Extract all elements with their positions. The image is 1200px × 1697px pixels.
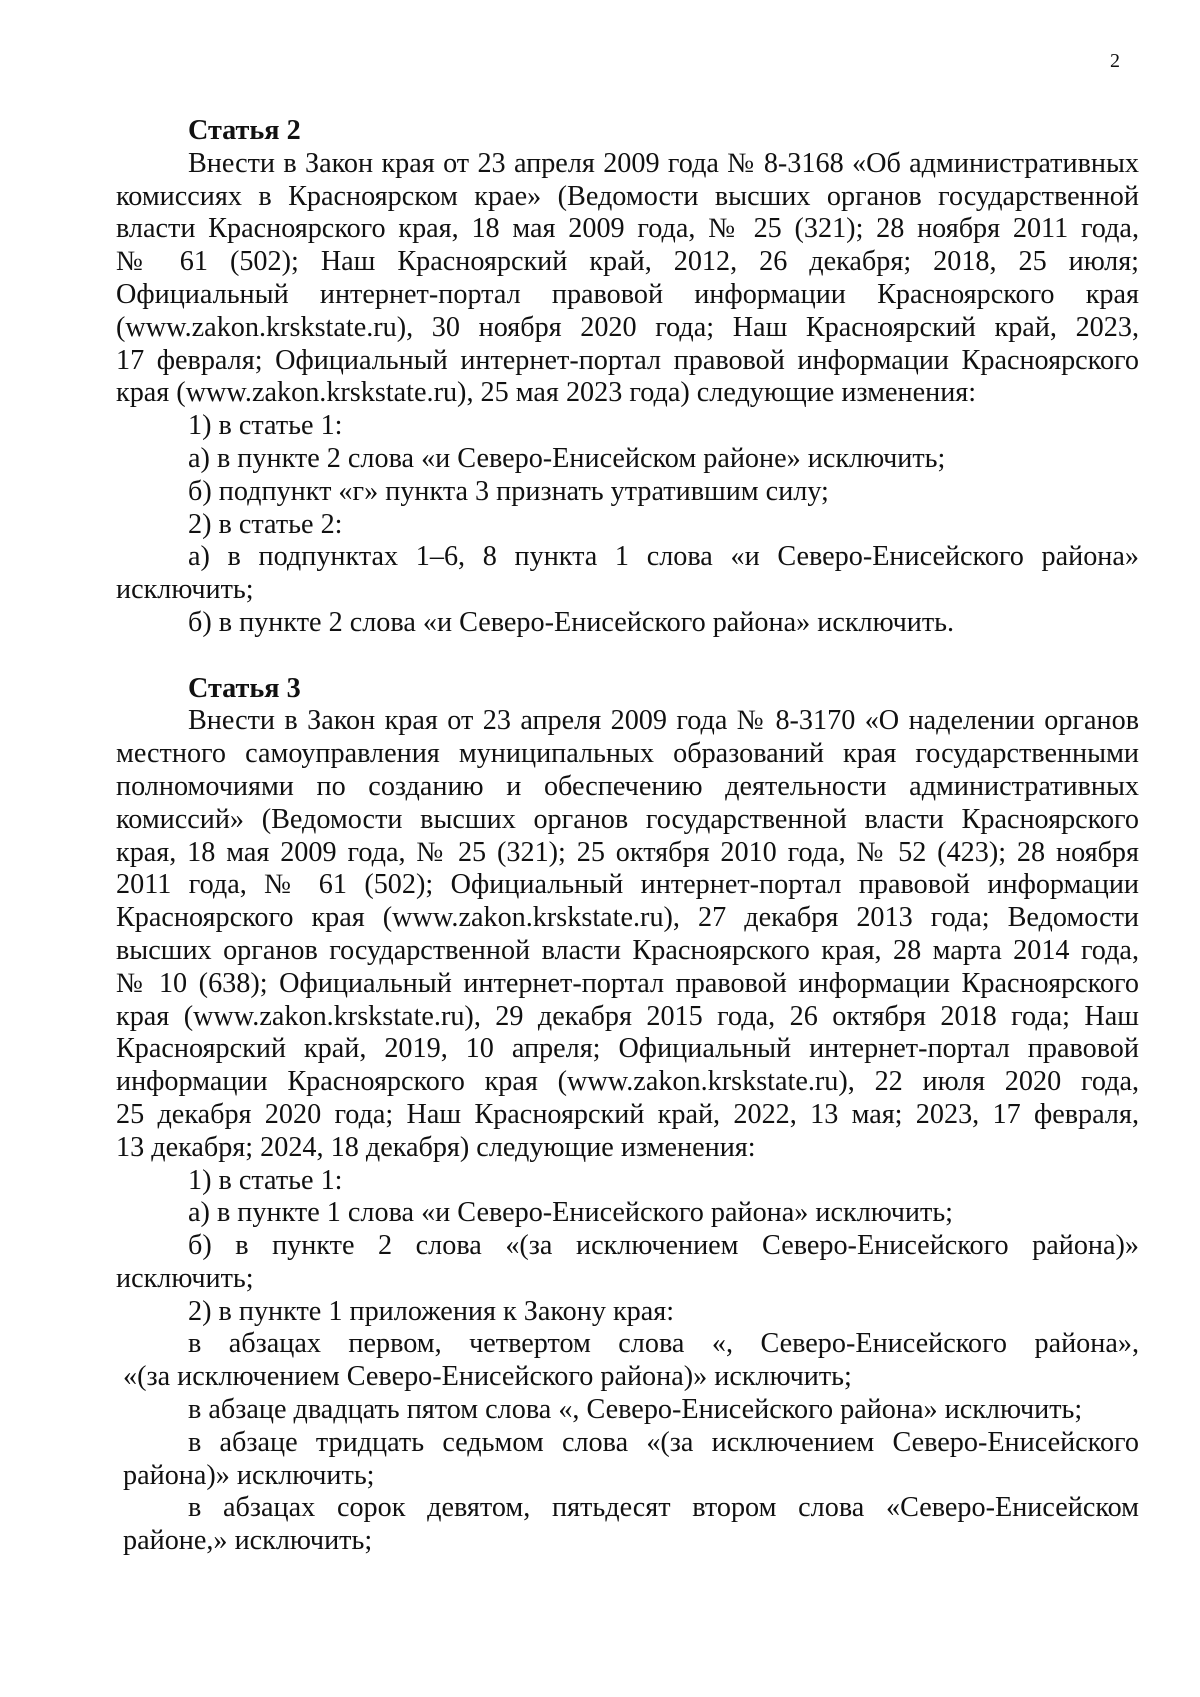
document-body bbox=[116, 115, 1139, 1558]
paragraph-line: комиссий» (Ведомости высших органов государственной власти Красноярского bbox=[116, 803, 1139, 835]
list-item: а) в пункте 1 слова «и Северо-Енисейского района» исключить; bbox=[188, 1197, 954, 1229]
list-item: в абзаце двадцать пятом слова «, Северо-Енисейского района» исключить; bbox=[188, 1394, 1083, 1426]
page-number: 2 bbox=[1110, 50, 1120, 72]
list-item: а) в пункте 2 слова «и Северо-Енисейском районе» исключить; bbox=[188, 442, 946, 474]
list-item: 2) в статье 2: bbox=[188, 508, 343, 540]
paragraph-line: края (www.zakon.krskstate.ru), 25 мая 2023 года) следующие изменения: bbox=[116, 377, 977, 409]
article-3-heading: Статья 3 bbox=[188, 672, 301, 704]
list-item-continuation: исключить; bbox=[116, 1262, 254, 1294]
paragraph-line: власти Красноярского края, 18 мая 2009 года, № 25 (321); 28 ноября 2011 года, bbox=[116, 213, 1139, 245]
paragraph-line: № 61 (502); Наш Красноярский край, 2012, 26 декабря; 2018, 25 июля; bbox=[116, 246, 1139, 278]
paragraph-line: края, 18 мая 2009 года, № 25 (321); 25 октября 2010 года, № 52 (423); 28 ноября bbox=[116, 836, 1139, 868]
paragraph-line: информации Красноярского края (www.zakon.krskstate.ru), 22 июля 2020 года, bbox=[116, 1066, 1139, 1098]
article-2-heading: Статья 2 bbox=[188, 115, 301, 146]
list-item: в абзаце тридцать седьмом слова «(за исключением Северо-Енисейского bbox=[188, 1426, 1139, 1458]
paragraph-line: Красноярский край, 2019, 10 апреля; Официальный интернет-портал правовой bbox=[116, 1033, 1139, 1065]
paragraph-line: 17 февраля; Официальный интернет-портал правовой информации Красноярского bbox=[116, 344, 1139, 376]
paragraph-line: 25 декабря 2020 года; Наш Красноярский край, 2022, 13 мая; 2023, 17 февраля, bbox=[116, 1098, 1139, 1130]
list-item: а) в подпунктах 1–6, 8 пункта 1 слова «и Северо-Енисейского района» bbox=[188, 541, 1139, 573]
list-item: 1) в статье 1: bbox=[188, 410, 343, 442]
list-item: в абзацах сорок девятом, пятьдесят втором слова «Северо-Енисейском bbox=[188, 1492, 1139, 1524]
paragraph-line: Внести в Закон края от 23 апреля 2009 года № 8-3170 «О наделении органов bbox=[188, 705, 1139, 737]
paragraph-line: полномочиями по созданию и обеспечению деятельности административных bbox=[116, 770, 1139, 802]
paragraph-line: Официальный интернет-портал правовой информации Красноярского края bbox=[116, 278, 1139, 310]
list-item: 2) в пункте 1 приложения к Закону края: bbox=[188, 1295, 675, 1327]
list-item: в абзацах первом, четвертом слова «, Северо-Енисейского района», bbox=[188, 1328, 1139, 1360]
list-item: 1) в статье 1: bbox=[188, 1164, 343, 1196]
paragraph-line: местного самоуправления муниципальных образований края государственными bbox=[116, 738, 1139, 770]
list-item: б) подпункт «г» пункта 3 признать утратившим силу; bbox=[188, 475, 829, 507]
paragraph-line: Красноярского края (www.zakon.krskstate.ru), 27 декабря 2013 года; Ведомости bbox=[116, 902, 1139, 934]
paragraph-line: № 10 (638); Официальный интернет-портал правовой информации Красноярского bbox=[116, 967, 1139, 999]
paragraph-line: Внести в Закон края от 23 апреля 2009 года № 8-3168 «Об административных bbox=[188, 147, 1139, 179]
section-gap bbox=[116, 640, 1139, 673]
paragraph-line: края (www.zakon.krskstate.ru), 29 декабря 2015 года, 26 октября 2018 года; Наш bbox=[116, 1000, 1139, 1032]
list-item: б) в пункте 2 слова «(за исключением Северо-Енисейского района)» bbox=[188, 1230, 1139, 1262]
paragraph-line: высших органов государственной власти Красноярского края, 28 марта 2014 года, bbox=[116, 934, 1139, 966]
list-item-continuation: исключить; bbox=[116, 574, 254, 606]
paragraph-line: 13 декабря; 2024, 18 декабря) следующие изменения: bbox=[116, 1131, 756, 1163]
list-item-continuation: районе,» исключить; bbox=[123, 1525, 373, 1557]
list-item-continuation: «(за исключением Северо-Енисейского района)» исключить; bbox=[123, 1361, 852, 1393]
list-item: б) в пункте 2 слова «и Северо-Енисейского района» исключить. bbox=[188, 606, 955, 638]
paragraph-line: 2011 года, № 61 (502); Официальный интернет-портал правовой информации bbox=[116, 869, 1139, 901]
list-item-continuation: района)» исключить; bbox=[123, 1459, 375, 1491]
paragraph-line: комиссиях в Красноярском крае» (Ведомости высших органов государственной bbox=[116, 180, 1139, 212]
paragraph-line: (www.zakon.krskstate.ru), 30 ноября 2020 года; Наш Красноярский край, 2023, bbox=[116, 311, 1139, 343]
